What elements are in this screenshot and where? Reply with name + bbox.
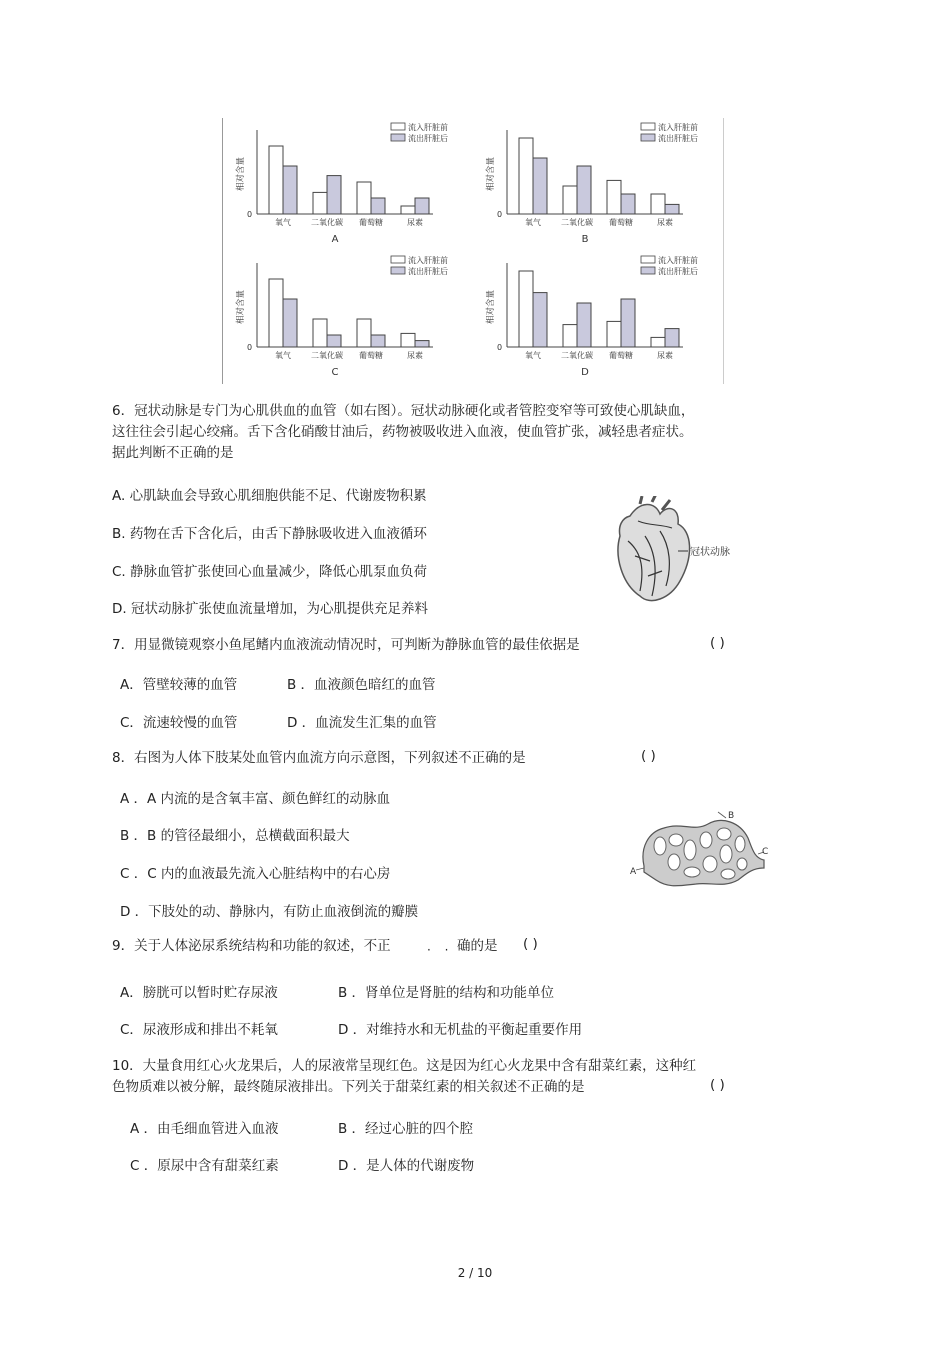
q6-line-2: 这往往会引起心绞痛。舌下含化硝酸甘油后，药物被吸收进入血液，使血管扩张，减轻患者症状。 — [112, 424, 693, 440]
zero-tick: 0 — [247, 210, 253, 219]
chart-b — [473, 118, 721, 251]
bar-before-3 — [401, 206, 415, 214]
legend-label-1: 流出肝脏后 — [408, 267, 448, 276]
q7-option-c[interactable]: C．流速较慢的血管 — [120, 715, 238, 731]
category-label: 葡萄糖 — [359, 351, 383, 360]
bar-after-0 — [533, 158, 547, 214]
category-label: 葡萄糖 — [609, 351, 633, 360]
q9-emphasis-dots: · · · — [427, 943, 472, 957]
category-label: 氧气 — [525, 218, 541, 227]
y-axis-label: 相对含量 — [486, 289, 496, 325]
bar-after-0 — [283, 299, 297, 347]
chart-letter: D — [581, 367, 589, 378]
legend-label-0: 流入肝脏前 — [408, 256, 448, 265]
q10-option-a[interactable]: A ．由毛细血管进入血液 — [130, 1121, 279, 1137]
bar-before-1 — [313, 192, 327, 214]
bar-after-3 — [665, 329, 679, 347]
category-label: 氧气 — [275, 351, 291, 360]
q10-option-d[interactable]: D ．是人体的代谢废物 — [338, 1158, 475, 1174]
bar-before-1 — [313, 319, 327, 347]
bar-before-0 — [269, 279, 283, 347]
q7-option-b[interactable]: B ．血液颜色暗红的血管 — [287, 677, 436, 693]
bar-before-0 — [519, 271, 533, 347]
bar-after-0 — [533, 293, 547, 347]
legend-label-0: 流入肝脏前 — [658, 123, 698, 132]
q10-line-2: 色物质难以被分解，最终随尿液排出。下列关于甜菜红素的相关叙述不正确的是 — [112, 1079, 585, 1095]
q9-option-a[interactable]: A．膀胱可以暂时贮存尿液 — [120, 985, 278, 1001]
legend-label-0: 流入肝脏前 — [408, 123, 448, 132]
q7-stem: 7．用显微镜观察小鱼尾鳍内血液流动情况时，可判断为静脉血管的最佳依据是 — [112, 637, 580, 653]
chart-svg — [223, 118, 471, 251]
legend-swatch-0 — [391, 123, 405, 130]
bar-before-2 — [607, 180, 621, 214]
q8-option-a[interactable]: A ．A 内流的是含氧丰富、颜色鲜红的动脉血 — [120, 791, 391, 807]
q6-line-1: 6．冠状动脉是专门为心肌供血的血管（如右图）。冠状动脉硬化或者管腔变窄等可致使心肌缺血， — [112, 403, 695, 419]
category-label: 二氧化碳 — [561, 218, 593, 227]
q8-answer-blank[interactable]: ( ) — [641, 748, 656, 764]
legend-swatch-1 — [641, 134, 655, 141]
bar-after-2 — [621, 194, 635, 214]
legend-label-1: 流出肝脏后 — [408, 134, 448, 143]
bar-after-3 — [415, 341, 429, 347]
category-label: 葡萄糖 — [609, 218, 633, 227]
chart-letter: B — [581, 234, 589, 245]
chart-svg — [473, 251, 721, 384]
bar-after-2 — [371, 335, 385, 347]
q7-option-d[interactable]: D ．血流发生汇集的血管 — [287, 715, 437, 731]
q7-answer-blank[interactable]: ( ) — [710, 635, 725, 651]
q8-option-d[interactable]: D ．下肢处的动、静脉内，有防止血液倒流的瓣膜 — [120, 904, 419, 920]
q7-option-a[interactable]: A．管壁较薄的血管 — [120, 677, 238, 693]
vessel-label-b: B — [728, 811, 735, 821]
coronary-artery-label: 冠状动脉 — [690, 547, 730, 558]
q6-option-b[interactable]: B. 药物在舌下含化后，由舌下静脉吸收进入血液循环 — [112, 526, 427, 542]
category-label: 氧气 — [275, 218, 291, 227]
bar-before-2 — [607, 321, 621, 347]
q10-stem — [112, 1056, 772, 1098]
liver-charts-panel — [222, 118, 724, 384]
bar-after-1 — [327, 176, 341, 214]
legend-swatch-0 — [641, 256, 655, 263]
q9-option-d[interactable]: D ．对维持水和无机盐的平衡起重要作用 — [338, 1022, 583, 1038]
category-label: 二氧化碳 — [561, 351, 593, 360]
category-label: 葡萄糖 — [359, 218, 383, 227]
chart-d — [473, 251, 721, 384]
capillary-network-illustration — [630, 808, 770, 890]
bar-after-1 — [327, 335, 341, 347]
bar-before-0 — [519, 138, 533, 214]
q9-option-c[interactable]: C．尿液形成和排出不耗氧 — [120, 1022, 278, 1038]
y-axis-label: 相对含量 — [236, 156, 246, 192]
bar-before-3 — [401, 333, 415, 347]
chart-svg — [473, 118, 721, 251]
chart-a — [223, 118, 471, 251]
q8-option-c[interactable]: C ．C 内的血液最先流入心脏结构中的右心房 — [120, 866, 391, 882]
chart-letter: A — [331, 234, 339, 245]
q6-option-d[interactable]: D. 冠状动脉扩张使血流量增加，为心肌提供充足养料 — [112, 601, 428, 617]
q10-option-c[interactable]: C ．原尿中含有甜菜红素 — [130, 1158, 279, 1174]
legend-label-1: 流出肝脏后 — [658, 134, 698, 143]
bar-after-1 — [577, 166, 591, 214]
q8-option-b[interactable]: B ．B 的管径最细小，总横截面积最大 — [120, 828, 350, 844]
q9-option-b[interactable]: B ．肾单位是肾脏的结构和功能单位 — [338, 985, 555, 1001]
y-axis-label: 相对含量 — [236, 289, 246, 325]
bar-after-1 — [577, 303, 591, 347]
q6-line-3: 据此判断不正确的是 — [112, 445, 234, 461]
bar-after-2 — [371, 198, 385, 214]
vessel-label-c: C — [762, 847, 769, 857]
zero-tick: 0 — [247, 343, 253, 352]
bar-after-0 — [283, 166, 297, 214]
legend-label-1: 流出肝脏后 — [658, 267, 698, 276]
q10-answer-blank[interactable]: ( ) — [710, 1077, 725, 1093]
bar-after-3 — [665, 204, 679, 214]
heart-illustration — [600, 496, 740, 616]
q10-option-b[interactable]: B ．经过心脏的四个腔 — [338, 1121, 474, 1137]
bar-before-2 — [357, 182, 371, 214]
category-label: 尿素 — [407, 351, 423, 360]
vessel-label-a: A — [630, 867, 637, 877]
q9-stem-part2: 确的是 — [457, 938, 498, 954]
page-number: 2 / 10 — [457, 1266, 493, 1280]
q6-option-a[interactable]: A. 心肌缺血会导致心肌细胞供能不足、代谢废物积累 — [112, 488, 427, 504]
category-label: 尿素 — [657, 218, 673, 227]
zero-tick: 0 — [497, 343, 503, 352]
bar-before-1 — [563, 325, 577, 347]
legend-swatch-1 — [391, 267, 405, 274]
zero-tick: 0 — [497, 210, 503, 219]
legend-swatch-0 — [641, 123, 655, 130]
bar-before-0 — [269, 146, 283, 214]
legend-swatch-1 — [391, 134, 405, 141]
q9-stem-part1: 9．关于人体泌尿系统结构和功能的叙述，不正 — [112, 938, 391, 954]
bar-before-3 — [651, 194, 665, 214]
bar-after-2 — [621, 299, 635, 347]
chart-c — [223, 251, 471, 384]
bar-before-3 — [651, 337, 665, 347]
category-label: 尿素 — [407, 218, 423, 227]
chart-letter: C — [331, 367, 339, 378]
legend-label-0: 流入肝脏前 — [658, 256, 698, 265]
bar-before-2 — [357, 319, 371, 347]
bar-after-3 — [415, 198, 429, 214]
chart-svg — [223, 251, 471, 384]
q9-answer-blank[interactable]: ( ) — [523, 936, 538, 952]
category-label: 二氧化碳 — [311, 351, 343, 360]
category-label: 二氧化碳 — [311, 218, 343, 227]
q6-stem — [112, 401, 772, 464]
legend-swatch-1 — [641, 267, 655, 274]
q6-option-c[interactable]: C. 静脉血管扩张使回心血量减少，降低心肌泵血负荷 — [112, 564, 428, 580]
y-axis-label: 相对含量 — [486, 156, 496, 192]
bar-before-1 — [563, 186, 577, 214]
q10-line-1: 10．大量食用红心火龙果后，人的尿液常呈现红色。这是因为红心火龙果中含有甜菜红素，这种红 — [112, 1058, 697, 1074]
category-label: 尿素 — [657, 351, 673, 360]
q8-stem: 8．右图为人体下肢某处血管内血流方向示意图，下列叙述不正确的是 — [112, 750, 526, 766]
legend-swatch-0 — [391, 256, 405, 263]
category-label: 氧气 — [525, 351, 541, 360]
